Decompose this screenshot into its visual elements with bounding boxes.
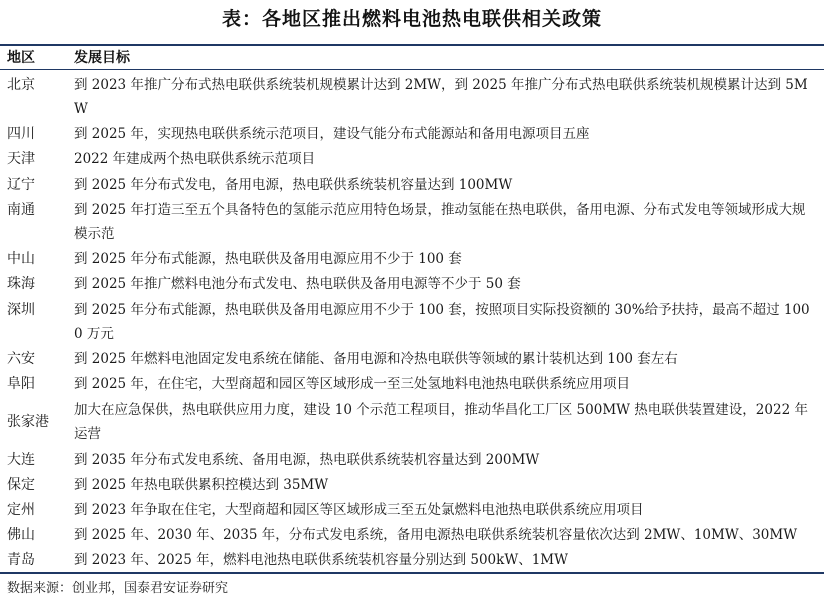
row-region: 四川 [7,126,35,142]
row-goal: 到 2023 年、2025 年，燃料电池热电联供系统装机容量分别达到 500kW、1MW [74,552,568,568]
row-region: 南通 [7,202,35,218]
row-goal: 到 2035 年分布式发电系统、备用电源，热电联供系统装机容量达到 200MW [74,452,540,468]
row-region: 保定 [7,477,35,493]
row-region: 珠海 [7,276,35,292]
header-rule [0,69,824,70]
row-goal: 到 2025 年分布式发电，备用电源，热电联供系统装机容量达到 100MW [74,177,513,193]
row-goal: 2022 年建成两个热电联供系统示范项目 [74,151,316,167]
data-source-note: 数据来源：创业邦，国泰君安证券研究 [7,581,229,596]
row-goal: 到 2025 年，在住宅，大型商超和园区等区域形成一至三处氢地料电池热电联供系统应用项目 [74,376,630,392]
row-goal: 到 2023 年争取在住宅，大型商超和园区等区域形成三至五处氯燃料电池热电联供系统应用项目 [74,502,644,518]
row-goal: 到 2025 年推广燃料电池分布式发电、热电联供及备用电源等不少于 50 套 [74,276,521,292]
header-goal: 发展目标 [74,50,130,66]
bottom-rule [0,572,824,574]
row-region: 青岛 [7,552,35,568]
row-goal: 到 2025 年分布式能源，热电联供及备用电源应用不少于 100 套，按照项目实际投资额的 30%给予扶持，最高不超过 1000 万元 [74,302,810,342]
header-region: 地区 [7,50,35,66]
row-region: 北京 [7,77,35,93]
row-region: 张家港 [7,414,49,430]
row-goal: 到 2025 年分布式能源，热电联供及备用电源应用不少于 100 套 [74,251,462,267]
row-region: 六安 [7,351,35,367]
row-goal: 到 2025 年，实现热电联供系统示范项目，建设气能分布式能源站和备用电源项目五座 [74,126,590,142]
row-goal: 加大在应急保供，热电联供应用力度，建设 10 个示范工程项目，推动华昌化工厂区 500MW 热电联供装置建设，2022 年运营 [74,402,808,442]
row-region: 辽宁 [7,177,35,193]
row-goal: 到 2023 年推广分布式热电联供系统装机规模累计达到 2MW，到 2025 年推广分布式热电联供系统装机规模累计达到 5MW [74,77,808,117]
row-goal: 到 2025 年热电联供累积控模达到 35MW [74,477,329,493]
row-goal: 到 2025 年打造三至五个具备特色的氢能示范应用特色场景，推动氢能在热电联供，备用电源、分布式发电等领域形成大规模示范 [74,202,806,242]
row-region: 中山 [7,251,35,267]
row-region: 阜阳 [7,376,35,392]
row-region: 定州 [7,502,35,518]
row-goal: 到 2025 年、2030 年、2035 年，分布式发电系统，备用电源热电联供系统装机容量依次达到 2MW、10MW、30MW [74,527,798,543]
row-region: 大连 [7,452,35,468]
row-goal: 到 2025 年燃料电池固定发电系统在储能、备用电源和冷热电联供等领域的累计装机达到 100 套左右 [74,351,678,367]
table-title: 表：各地区推出燃料电池热电联供相关政策 [221,8,602,30]
top-rule [0,44,824,46]
row-region: 佛山 [7,527,35,543]
row-region: 深圳 [7,302,35,318]
row-region: 天津 [7,151,35,167]
